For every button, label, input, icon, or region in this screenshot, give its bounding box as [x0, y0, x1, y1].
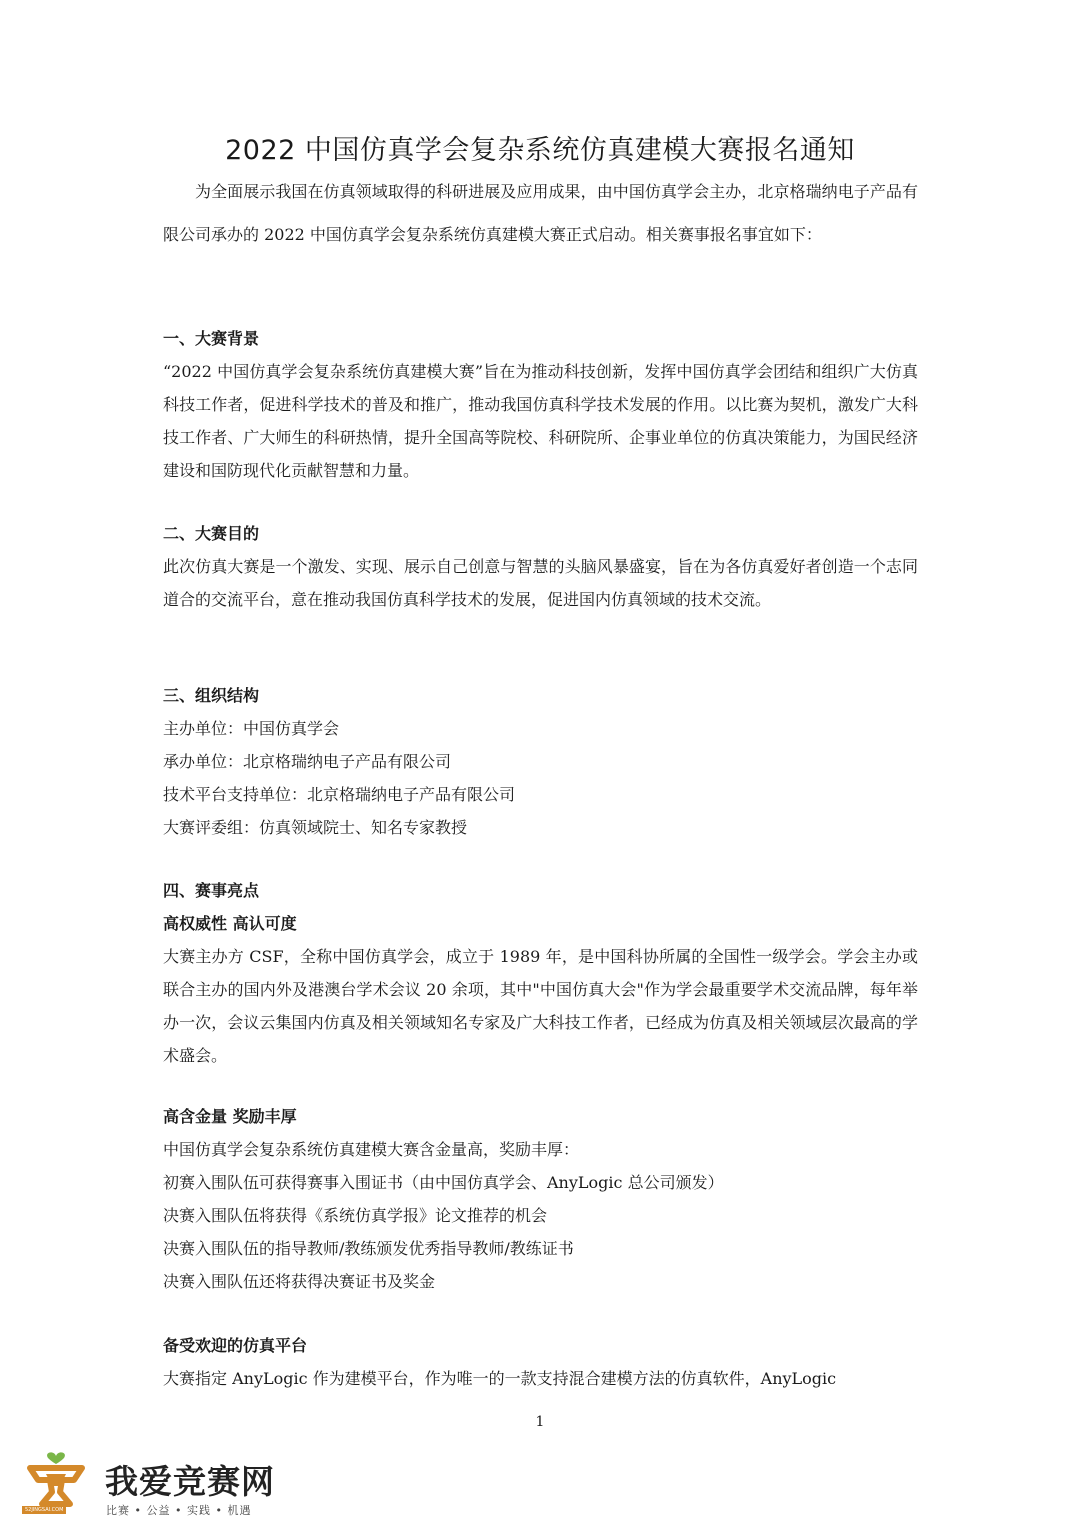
reward-line: 决赛入围队伍的指导教师/教练颁发优秀指导教师/教练证书	[163, 1239, 574, 1258]
page-number: 1	[535, 1414, 545, 1430]
section-paragraph: 此次仿真大赛是一个激发、实现、展示自己创意与智慧的头脑风暴盛宴，旨在为各仿真爱好者创造一个志同道合的交流平台，意在推动我国仿真科学技术的发展，促进国内仿真领域的技术交流。	[163, 557, 918, 609]
org-line: 技术平台支持单位：北京格瑞纳电子产品有限公司	[163, 785, 516, 804]
watermark-logo	[20, 1450, 280, 1520]
section-heading: 四、赛事亮点	[163, 881, 260, 900]
watermark-tagline: 比赛 • 公益 • 实践 • 机遇	[106, 1504, 252, 1517]
subsection-heading: 高权威性 高认可度	[163, 914, 297, 933]
section-organization	[163, 679, 918, 844]
watermark-name: 我爱竞赛网	[105, 1462, 275, 1501]
section-background	[163, 322, 918, 487]
org-line: 主办单位：中国仿真学会	[163, 719, 340, 738]
intro-paragraph: 为全面展示我国在仿真领域取得的科研进展及应用成果，由中国仿真学会主办，北京格瑞纳电子产品有限公司承办的 2022 中国仿真学会复杂系统仿真建模大赛正式启动。相关赛事报名事宜如下：	[163, 182, 918, 244]
reward-line: 决赛入围队伍还将获得决赛证书及奖金	[163, 1272, 436, 1291]
section-paragraph: “2022 中国仿真学会复杂系统仿真建模大赛”旨在为推动科技创新，发挥中国仿真学会团结和组织广大仿真科技工作者，促进科学技术的普及和推广，推动我国仿真科学技术发展的作用。以比赛为契机，激发广大科技工作者、广大师生的科研热情，提升全国高等院校、科研院所、企事业单位的仿真决策能力，为国民经济建设和国防现代化贡献智慧和力量。	[163, 362, 918, 480]
reward-line: 中国仿真学会复杂系统仿真建模大赛含金量高，奖励丰厚：	[163, 1140, 580, 1159]
reward-line: 初赛入围队伍可获得赛事入围证书（由中国仿真学会、AnyLogic 总公司颁发）	[163, 1173, 724, 1192]
reward-line: 决赛入围队伍将获得《系统仿真学报》论文推荐的机会	[163, 1206, 548, 1225]
subsection-heading: 备受欢迎的仿真平台	[163, 1336, 308, 1355]
org-line: 承办单位：北京格瑞纳电子产品有限公司	[163, 752, 452, 771]
watermark-domain: 52JINGSAI.COM	[22, 1506, 66, 1514]
section-heading: 三、组织结构	[163, 686, 260, 705]
section-paragraph: 大赛主办方 CSF，全称中国仿真学会，成立于 1989 年，是中国科协所属的全国性一级学会。学会主办或联合主办的国内外及港澳台学术会议 20 余项，其中"中国仿真大会"作为学会最重要学术交流品牌，每年举办一次，会议云集国内仿真及相关领域知名专家及广大科技工作者，已经成为仿真及相关领域层次最高的学术盛会。	[163, 947, 918, 1065]
subsection-heading: 高含金量 奖励丰厚	[163, 1107, 297, 1126]
subsection-platform	[163, 1329, 918, 1395]
section-purpose	[163, 517, 918, 616]
section-highlights	[163, 874, 918, 1072]
intro-block	[163, 170, 918, 256]
section-paragraph: 大赛指定 AnyLogic 作为建模平台，作为唯一的一款支持混合建模方法的仿真软件，AnyLogic	[163, 1369, 837, 1388]
subsection-rewards	[163, 1100, 918, 1298]
document-title: 2022 中国仿真学会复杂系统仿真建模大赛报名通知	[225, 135, 855, 167]
org-line: 大赛评委组：仿真领域院士、知名专家教授	[163, 818, 468, 837]
section-heading: 二、大赛目的	[163, 524, 260, 543]
section-heading: 一、大赛背景	[163, 329, 260, 348]
